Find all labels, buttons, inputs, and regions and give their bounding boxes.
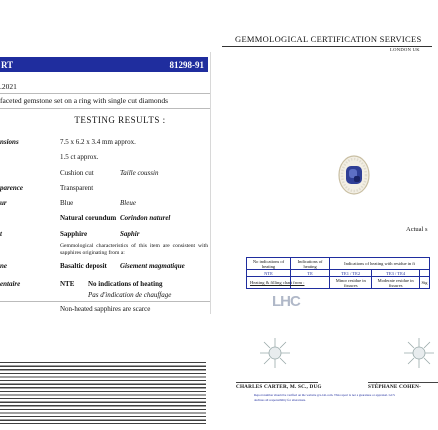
divider: [0, 301, 210, 302]
report-number: 81298-91: [169, 59, 204, 70]
photo-caption: Actual s: [406, 226, 428, 233]
divider: [0, 108, 210, 109]
heating-chart-link[interactable]: Heating & filling chart from :: [250, 280, 305, 285]
report-date: .2021: [0, 82, 17, 91]
footer-note: Report number should be verified on the website gcs-lab.com. This report is not a guarantee or appraisal. GCS declines all responsibility for alterations.: [254, 393, 395, 402]
fine-print-block: [0, 362, 206, 424]
report-label: RT: [1, 59, 14, 70]
svg-text:LHC: LHC: [272, 293, 300, 310]
heating-table: No indications of heating Indications of heating Indications of heating with residue in fi NTE TE TE1 / TE2 TE3 / TE4 Minor residue in fissures Moderate residue in fissures Sig: [246, 257, 430, 289]
seal-icon: [402, 336, 436, 370]
ring-photo: [330, 152, 378, 198]
signatory-2: STÉPHANE COHEN-: [368, 382, 438, 390]
seal-icon: [258, 336, 292, 370]
lab-panel: [210, 0, 430, 430]
report-panel: RT 81298-91 .2021 faceted gemstone set on a ring with single cut diamonds TESTING RESULTS : nsions 7.5 x 6.2 x 3.4 mm approx. 1.5 ct approx. Cushion cut Taille coussin parence Transparent ur Blue Bleue Natural corundum Corindon naturel t Sapphire Saphir Gemmological characteristics of this item are consistent with sapphires originating from a: ne Basaltic deposit Gisement magmatique entaire NTE No indications of heating Pas d'indication de chauffage Non-heated sapphires are scarce: [0, 0, 210, 430]
item-description: faceted gemstone set on a ring with single cut diamonds: [0, 96, 169, 105]
lab-location: LONDON UK: [390, 47, 420, 52]
lhc-logo-icon: [270, 287, 300, 311]
origin-note: Gemmological characteristics of this item are consistent with sapphires originating from a:: [60, 243, 208, 257]
results-title: TESTING RESULTS :: [74, 115, 166, 125]
divider: [0, 93, 210, 94]
signatory-1: CHARLES CARTER, M. SC., DUG: [236, 384, 322, 390]
lab-name: GEMMOLOGICAL CERTIFICATION SERVICES: [235, 34, 422, 44]
report-header-bar: [0, 57, 208, 72]
